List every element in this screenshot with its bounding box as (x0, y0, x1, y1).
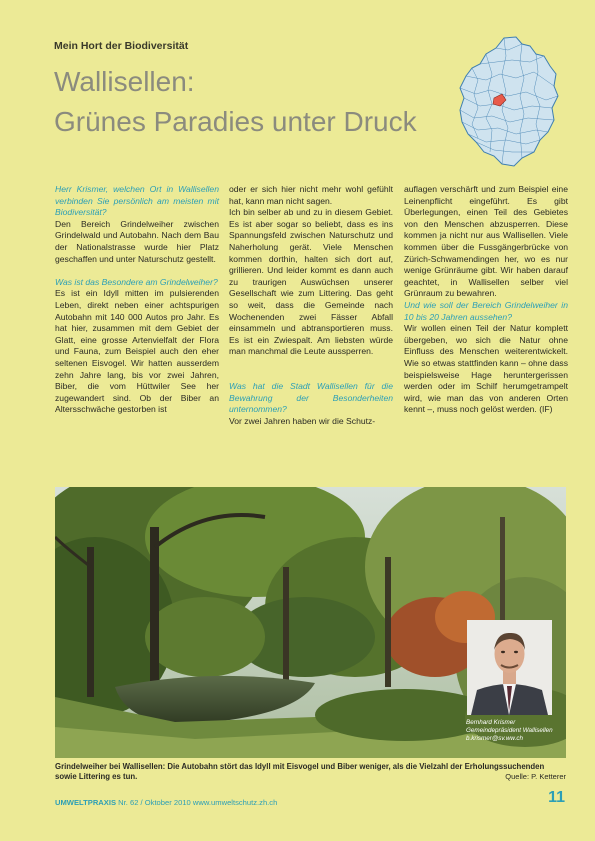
footer-brand: UMWELTPRAXIS (55, 798, 117, 807)
portrait-caption (466, 719, 562, 743)
title-line-1: Wallisellen: (54, 66, 195, 97)
photo-caption: Grindelweiher bei Wallisellen: Die Autobahn stört das Idyll mit Eisvogel und Biber weniger, als die Vielzahl der Erholungssuchenden sowie Littering es tun. (55, 762, 545, 781)
interview-question: Und wie soll der Bereich Grindelweiher in 10 bis 20 Jahren aussehen? (404, 299, 568, 322)
photo-credit: Quelle: P. Ketterer (505, 772, 566, 781)
footer-url[interactable]: www.umweltschutz.zh.ch (192, 798, 278, 807)
interview-answer: Wir wollen einen Teil der Natur komplett übergeben, wo sich die Natur ohne Einfluss des Menschen weiterentwickelt. Wie so etwas stattfinden kann – ohne dass beispielsweise Hage heruntergerissen werden oder im Schilf herumgetrampelt wird, wie man das von anderen Orten kennt –, muss noch gelöst werden. (IF) (404, 323, 568, 415)
interview-answer: Es ist ein Idyll mitten im pulsierenden Leben, direkt neben einer achtspurigen Autobahn mit 140 000 Autos pro Jahr. Es hat hier, zusammen mit dem Gebiet der Glatt, eine grosse Artenvielfalt der Flora und Fauna, zum Beispiel auch den eher seltenen Eisvogel. Wir hatten ausserdem zehn Jahre lang, bis vor zwei Jahren, Biber, die vom Hüttwiler See her zugewandert sind. Ob der Biber an Altersschwäche gestorben ist (55, 288, 219, 415)
title-line-2: Grünes Paradies unter Druck (54, 106, 417, 137)
interview-question: Herr Krismer, welchen Ort in Wallisellen verbinden Sie persönlich am meisten mit Biodiversität? (55, 184, 219, 218)
portrait-email: b.krismer@sv.ww.ch (466, 735, 524, 742)
column-2 (229, 184, 393, 427)
paragraph-gap (55, 265, 219, 277)
interview-answer: auflagen verschärft und zum Beispiel eine Leinenpflicht eingeführt. Es gibt Überlegungen, einen Teil des Gebietes von den Menschen abzusperren. Diese kommen ja nicht nur aus Wallisellen. Viele kommen über die Fussgängerbrücke von Zürich-Schwamendingen her, wo es nur wenige Grünräume gibt. Wir haben darauf geachtet, in Wallisellen selber viel Grünraum zu bewahren. (404, 184, 568, 299)
paragraph-gap (229, 370, 393, 382)
page-title (54, 62, 417, 142)
footer-issue: Nr. 62 / Oktober 2010 (118, 798, 191, 807)
footer (55, 798, 277, 807)
interview-answer: Vor zwei Jahren haben wir die Schutz- (229, 415, 376, 426)
page-number: 11 (548, 789, 565, 806)
portrait-role: Gemeindepräsident Wallisellen (466, 727, 553, 734)
portrait-photo (467, 620, 552, 715)
column-1 (55, 184, 219, 416)
interview-answer: oder er sich hier nicht mehr wohl gefühlt hat, kann man nicht sagen. (229, 184, 393, 206)
interview-answer: Den Bereich Grindelweiher zwischen Grindelwald und Autobahn. Nach dem Bau der Nationalstrasse wurde hier Platz geschaffen und unter Naturschutz gestellt. (55, 218, 219, 264)
interview-answer: Ich bin selber ab und zu in diesem Gebiet. Es ist aber sogar so beliebt, dass es ins Spannungsfeld zwischen Naturschutz und Naherholung gerät. Viele Menschen kommen dorthin, halten sich dort auf, grillieren. Und leider kommt es dann auch zu traurigen Auswüchsen unserer Gesellschaft wie zum Littering. Das geht so weit, dass die Gemeinde nach Wochenenden zwei Fässer Abfall einsammeln und abtransportieren muss. Es ist ein Zwiespalt. Am liebsten würde man manchmal die Leute aussperren. (229, 207, 393, 357)
column-3 (404, 184, 568, 416)
interview-question: Was hat die Stadt Wallisellen für die Bewahrung der Besonderheiten unternommen? (229, 381, 393, 415)
canton-map-icon (456, 34, 560, 168)
interview-question: Was ist das Besondere am Grindelweiher? (55, 276, 218, 287)
paragraph-gap (229, 358, 393, 370)
section-kicker: Mein Hort der Biodiversität (54, 40, 189, 52)
portrait-name: Bernhard Krismer (466, 719, 516, 726)
